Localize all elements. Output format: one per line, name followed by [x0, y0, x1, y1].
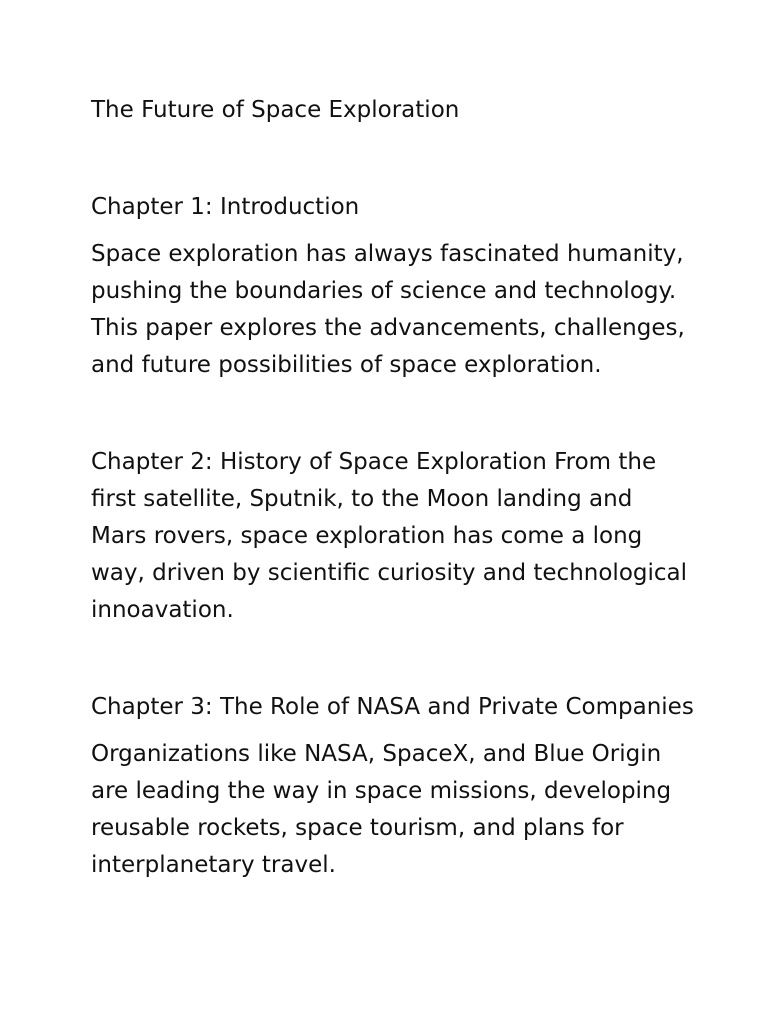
paragraph-line: Chapter 2: History of Space Exploration From the [91, 449, 657, 475]
chapter-2-paragraph [91, 444, 711, 629]
chapter-3-paragraph [91, 736, 711, 884]
paragraph-line: way, driven by scientific curiosity and technological [91, 560, 688, 586]
paragraph-line: Mars rovers, space exploration has come a long [91, 523, 643, 549]
paragraph-line: Organizations like NASA, SpaceX, and Blue Origin [91, 741, 662, 767]
paragraph-line: first satellite, Sputnik, to the Moon landing and [91, 486, 633, 512]
paragraph-line: This paper explores the advancements, challenges, [91, 315, 685, 341]
paragraph-line: Space exploration has always fascinated humanity, [91, 241, 684, 267]
chapter-1-heading: Chapter 1: Introduction [91, 194, 360, 220]
paragraph-line: pushing the boundaries of science and technology. [91, 278, 677, 304]
paragraph-line: and future possibilities of space exploration. [91, 352, 602, 378]
chapter-1-paragraph [91, 236, 711, 384]
chapter-3-heading: Chapter 3: The Role of NASA and Private Companies [91, 694, 694, 720]
paragraph-line: innoavation. [91, 597, 234, 623]
paragraph-line: interplanetary travel. [91, 852, 336, 878]
paragraph-line: reusable rockets, space tourism, and plans for [91, 815, 624, 841]
paragraph-line: are leading the way in space missions, developing [91, 778, 672, 804]
document-title: The Future of Space Exploration [91, 97, 460, 123]
